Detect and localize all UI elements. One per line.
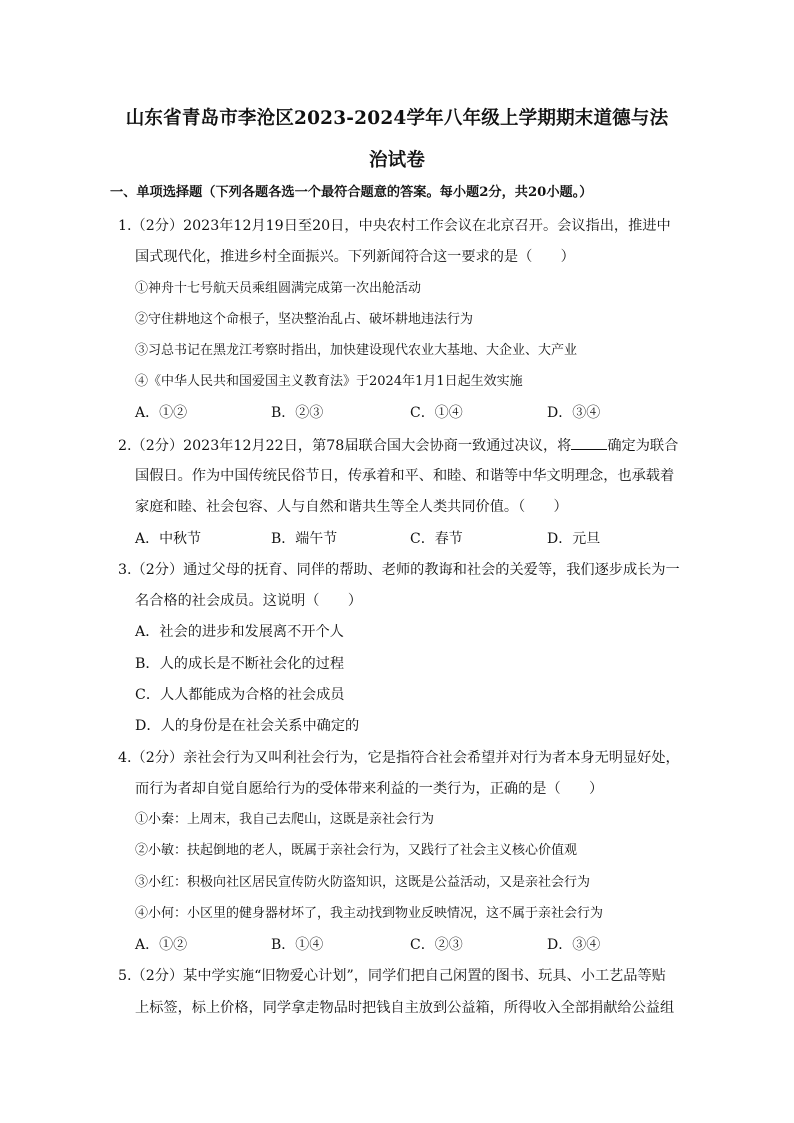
question-2-choice-a[interactable]: A．中秋节 [135, 531, 202, 547]
question-5-line-2: 上标签，标上价格，同学拿走物品时把钱自主放到公益箱，所得收入全部捐献给公益组 [135, 1000, 675, 1016]
question-1-item-1: ①神舟十七号航天员乘组圆满完成第一次出舱活动 [135, 281, 422, 296]
question-3-line-2: 名合格的社会成员。这说明（ ） [135, 593, 363, 609]
question-4-choice-a[interactable]: A．①② [135, 937, 188, 953]
question-2-line-1 [118, 435, 678, 456]
question-1-choice-c[interactable]: C．①④ [410, 405, 463, 421]
question-2-choice-b[interactable]: B．端午节 [271, 531, 338, 547]
exam-title-line-1: 山东省青岛市李沧区2023-2024学年八年级上学期期末道德与法 [125, 108, 669, 129]
question-1-choice-d[interactable]: D．③④ [547, 405, 601, 421]
question-1-choice-a[interactable]: A．①② [135, 405, 188, 421]
question-1-item-2: ②守住耕地这个命根子，坚决整治乱占、破坏耕地违法行为 [135, 312, 474, 327]
question-4-choice-b[interactable]: B．①④ [271, 937, 324, 953]
exam-title-line-2: 治试卷 [368, 150, 426, 171]
question-2-line-3: 家庭和睦、社会包容、人与自然和谐共生等全人类共同价值。（ ） [135, 499, 568, 515]
question-4-item-1: ①小秦：上周末，我自己去爬山，这既是亲社会行为 [135, 812, 435, 827]
question-3-choice-b[interactable]: B．人的成长是不断社会化的过程 [135, 656, 345, 672]
question-4-item-3: ③小红：积极向社区居民宣传防火防盗知识，这既是公益活动，又是亲社会行为 [135, 875, 591, 890]
question-2-line-1-start: 2.（2分）2023年12月22日，第78届联合国大会协商一致通过决议，将 [118, 438, 572, 454]
question-4-item-4: ④小何：小区里的健身器材坏了，我主动找到物业反映情况，这不属于亲社会行为 [135, 906, 604, 921]
question-1-item-4: ④《中华人民共和国爱国主义教育法》于2024年1月1日起生效实施 [135, 374, 523, 389]
question-1-line-1: 1.（2分）2023年12月19日至20日，中央农村工作会议在北京召开。会议指出，推进中 [118, 218, 671, 234]
question-3-line-1: 3.（2分）通过父母的抚育、同伴的帮助、老师的教诲和社会的关爱等，我们逐步成长为一 [118, 562, 680, 578]
question-5-line-1: 5.（2分）某中学实施“旧物爱心计划”，同学们把自己闲置的图书、玩具、小工艺品等贴 [118, 968, 666, 984]
section-heading: 一、单项选择题（下列各题各选一个最符合题意的答案。每小题2分，共20小题。） [110, 185, 593, 200]
question-2-blank [571, 435, 607, 450]
question-4-choice-d[interactable]: D．③④ [547, 937, 601, 953]
question-4-item-2: ②小敏：扶起倒地的老人，既属于亲社会行为，又践行了社会主义核心价值观 [135, 843, 578, 858]
question-2-line-1-end: 确定为联合 [607, 438, 679, 454]
question-1-choice-b[interactable]: B．②③ [271, 405, 324, 421]
question-4-line-1: 4.（2分）亲社会行为又叫利社会行为，它是指符合社会希望并对行为者本身无明显好处， [118, 750, 680, 766]
question-3-choice-d[interactable]: D．人的身份是在社会关系中确定的 [135, 718, 360, 734]
question-4-line-2: 而行为者却自觉自愿给行为的受体带来利益的一类行为，正确的是（ ） [135, 781, 604, 797]
question-3-choice-a[interactable]: A．社会的进步和发展离不开个人 [135, 624, 344, 640]
question-1-item-3: ③习总书记在黑龙江考察时指出，加快建设现代农业大基地、大企业、大产业 [135, 343, 578, 358]
question-2-choice-c[interactable]: C．春节 [410, 531, 463, 547]
question-2-choice-d[interactable]: D．元旦 [547, 531, 601, 547]
question-2-line-2: 国假日。作为中国传统民俗节日，传承着和平、和睦、和谐等中华文明理念，也承载着 [135, 468, 675, 484]
question-1-line-2: 国式现代化，推进乡村全面振兴。下列新闻符合这一要求的是（ ） [135, 249, 575, 265]
question-3-choice-c[interactable]: C．人人都能成为合格的社会成员 [135, 687, 345, 703]
question-4-choice-c[interactable]: C．②③ [410, 937, 463, 953]
